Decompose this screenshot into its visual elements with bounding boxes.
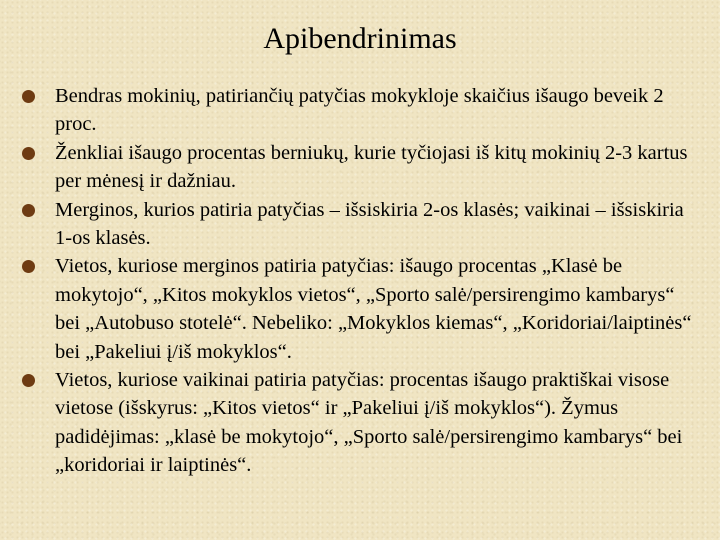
bullet-item — [0, 366, 720, 480]
bullet-item — [0, 82, 720, 139]
bullet-icon — [22, 374, 35, 387]
bullet-icon — [22, 260, 35, 273]
slide-title: Apibendrinimas — [263, 22, 457, 55]
bullet-icon — [22, 147, 35, 160]
bullet-text: Bendras mokinių, patiriančių patyčias mokykloje skaičius išaugo beveik 2 proc. — [55, 85, 664, 136]
bullet-item — [0, 139, 720, 196]
bullet-text: Vietos, kuriose merginos patiria patyčias: išaugo procentas „Klasė be mokytojo“, „Kitos mokyklos vietos“, „Sporto salė/persirengimo kambarys“ bei „Autobuso stotelė“. Nebeliko: „Mokyklos kiemas“, „Koridoriai/laiptinės“ bei „Pakeliui į/iš mokyklos“. — [55, 255, 692, 363]
bullet-icon — [22, 204, 35, 217]
bullet-text: Vietos, kuriose vaikinai patiria patyčias: procentas išaugo praktiškai visose vietose (išskyrus: „Kitos vietos“ ir „Pakeliui į/iš mokyklos“). Žymus padidėjimas: „klasė be mokytojo“, „Sporto salė/persirengimo kambarys“ bei „koridoriai ir laiptinės“. — [55, 369, 683, 477]
bullet-icon — [22, 90, 35, 103]
bullet-list — [0, 82, 720, 480]
bullet-item — [0, 252, 720, 366]
bullet-item — [0, 196, 720, 253]
bullet-text: Ženkliai išaugo procentas berniukų, kurie tyčiojasi iš kitų mokinių 2-3 kartus per mėnesį ir dažniau. — [55, 141, 688, 193]
bullet-text: Merginos, kurios patiria patyčias – išsiskiria 2-os klasės; vaikinai – išsiskiria 1-os klasės. — [55, 198, 684, 250]
